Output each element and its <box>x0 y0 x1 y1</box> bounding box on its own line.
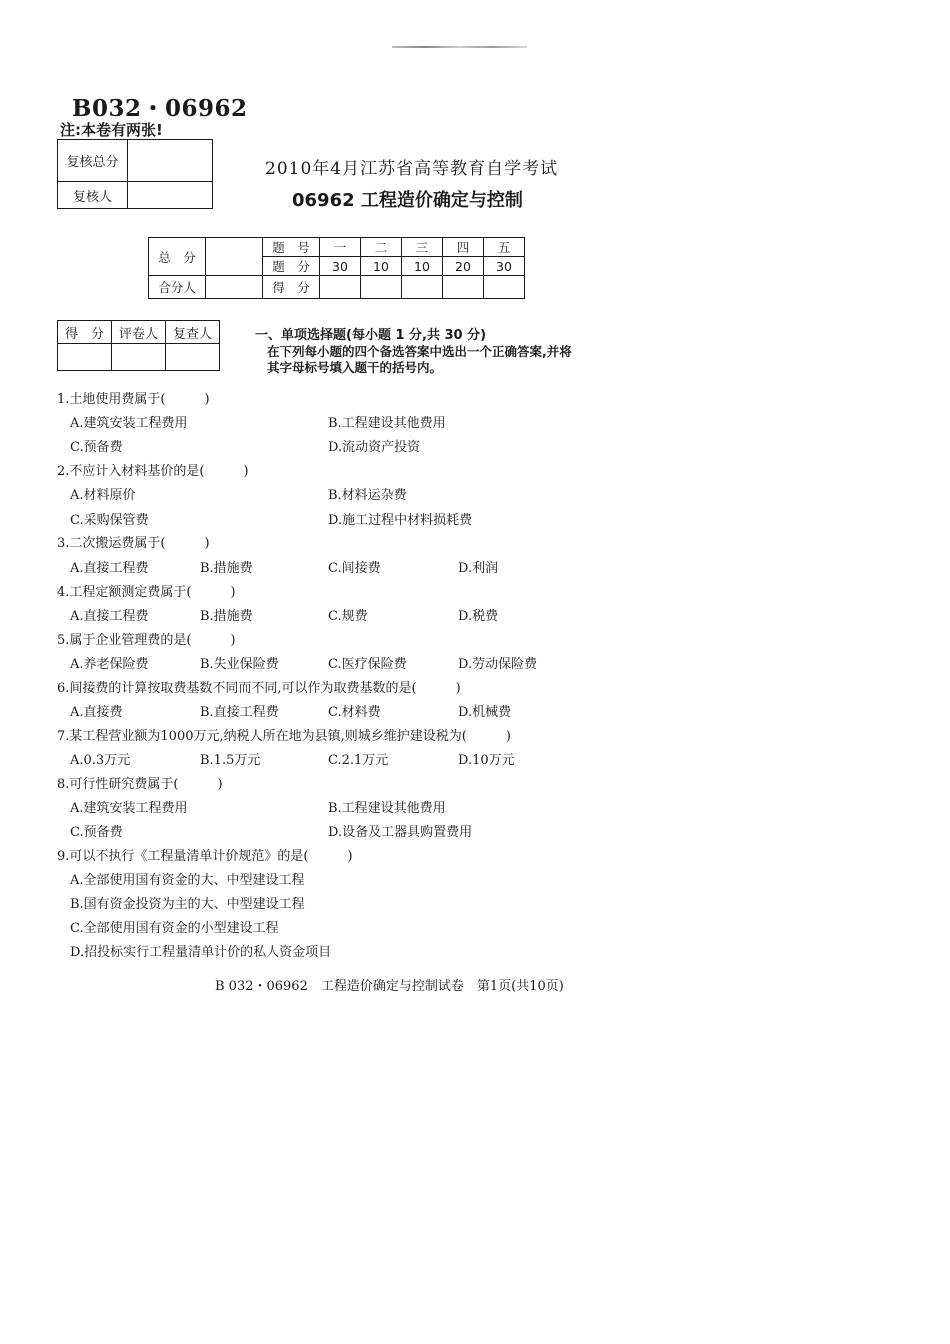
question-option: B.1.5万元 <box>200 753 261 768</box>
exam-course-title: 06962 工程造价确定与控制 <box>292 190 523 211</box>
question-option: C.医疗保险费 <box>328 657 407 672</box>
col-5: 五 <box>484 238 525 257</box>
question-option: A.直接工程费 <box>70 561 149 576</box>
reviewer-cell <box>128 182 213 209</box>
col-4: 四 <box>443 238 484 257</box>
question-option: D.10万元 <box>458 753 515 768</box>
paper-code: B032・06962 <box>72 95 248 122</box>
question-stem: 5.属于企业管理费的是( ) <box>57 633 236 648</box>
question-no-label: 题 号 <box>263 238 320 257</box>
review-table <box>57 139 213 209</box>
grader-score-label: 得 分 <box>58 321 112 344</box>
question-stem: 7.某工程营业额为1000万元,纳税人所在地为县镇,则城乡维护建设税为( ) <box>57 729 511 744</box>
question-stem: 9.可以不执行《工程量清单计价规范》的是( ) <box>57 849 353 864</box>
grader-score-cell <box>58 344 112 371</box>
exam-year-title: 2010年4月江苏省高等教育自学考试 <box>265 159 559 179</box>
question-option: A.全部使用国有资金的大、中型建设工程 <box>70 873 305 888</box>
points-3: 10 <box>402 257 443 276</box>
question-option: D.利润 <box>458 561 499 576</box>
review-total-label: 复核总分 <box>58 140 128 182</box>
combiner-cell <box>206 276 263 299</box>
question-option: C.规费 <box>328 609 368 624</box>
grader-cell <box>112 344 166 371</box>
points-1: 30 <box>320 257 361 276</box>
score-4 <box>443 276 484 299</box>
question-stem: 6.间接费的计算按取费基数不同而不同,可以作为取费基数的是( ) <box>57 681 461 696</box>
question-option: B.材料运杂费 <box>328 488 407 503</box>
combiner-label: 合分人 <box>149 276 206 299</box>
question-option: A.建筑安装工程费用 <box>70 801 188 816</box>
question-option: A.0.3万元 <box>70 753 131 768</box>
page-footer: B 032・06962 工程造价确定与控制试卷 第1页(共10页) <box>215 979 564 994</box>
rechecker-label: 复查人 <box>166 321 220 344</box>
grader-label: 评卷人 <box>112 321 166 344</box>
total-score-cell <box>206 238 263 276</box>
total-score-label: 总 分 <box>149 238 206 276</box>
question-option: B.失业保险费 <box>200 657 279 672</box>
reviewer-label: 复核人 <box>58 182 128 209</box>
col-1: 一 <box>320 238 361 257</box>
grader-table <box>57 320 220 371</box>
score-label: 得 分 <box>263 276 320 299</box>
question-option: B.措施费 <box>200 609 253 624</box>
question-stem: 2.不应计入材料基价的是( ) <box>57 464 249 479</box>
points-2: 10 <box>361 257 402 276</box>
question-option: A.材料原价 <box>70 488 136 503</box>
section-desc-line1: 在下列每小题的四个备选答案中选出一个正确答案,并将 <box>267 344 572 359</box>
col-3: 三 <box>402 238 443 257</box>
question-option: A.直接费 <box>70 705 123 720</box>
review-total-cell <box>128 140 213 182</box>
question-stem: 1.土地使用费属于( ) <box>57 392 210 407</box>
score-3 <box>402 276 443 299</box>
question-stem: 8.可行性研究费属于( ) <box>57 777 223 792</box>
question-option: D.设备及工器具购置费用 <box>328 825 473 840</box>
rechecker-cell <box>166 344 220 371</box>
question-option: D.招投标实行工程量清单计价的私人资金项目 <box>70 945 332 960</box>
paper-note: 注:本卷有两张! <box>60 121 163 139</box>
question-option: D.施工过程中材料损耗费 <box>328 513 473 528</box>
score-table <box>148 237 525 299</box>
col-2: 二 <box>361 238 402 257</box>
points-5: 30 <box>484 257 525 276</box>
question-option: A.养老保险费 <box>70 657 149 672</box>
question-option: D.税费 <box>458 609 499 624</box>
question-option: A.建筑安装工程费用 <box>70 416 188 431</box>
question-option: D.流动资产投资 <box>328 440 421 455</box>
question-option: C.材料费 <box>328 705 381 720</box>
question-option: C.预备费 <box>70 825 123 840</box>
question-option: D.机械费 <box>458 705 512 720</box>
question-stem: 4.工程定额测定费属于( ) <box>57 585 236 600</box>
section-title: 一、单项选择题(每小题 1 分,共 30 分) <box>255 328 487 343</box>
score-5 <box>484 276 525 299</box>
question-option: C.预备费 <box>70 440 123 455</box>
section-desc-line2: 其字母标号填入题干的括号内。 <box>267 360 443 375</box>
question-option: B.直接工程费 <box>200 705 279 720</box>
question-option: D.劳动保险费 <box>458 657 538 672</box>
question-option: A.直接工程费 <box>70 609 149 624</box>
question-option: C.2.1万元 <box>328 753 389 768</box>
points-4: 20 <box>443 257 484 276</box>
scan-artifact <box>392 46 527 48</box>
score-1 <box>320 276 361 299</box>
question-stem: 3.二次搬运费属于( ) <box>57 536 210 551</box>
question-option: B.国有资金投资为主的大、中型建设工程 <box>70 897 305 912</box>
question-option: B.工程建设其他费用 <box>328 416 446 431</box>
question-option: B.措施费 <box>200 561 253 576</box>
question-option: C.全部使用国有资金的小型建设工程 <box>70 921 279 936</box>
score-2 <box>361 276 402 299</box>
points-label: 题 分 <box>263 257 320 276</box>
question-option: B.工程建设其他费用 <box>328 801 446 816</box>
question-option: C.采购保管费 <box>70 513 149 528</box>
question-option: C.间接费 <box>328 561 381 576</box>
